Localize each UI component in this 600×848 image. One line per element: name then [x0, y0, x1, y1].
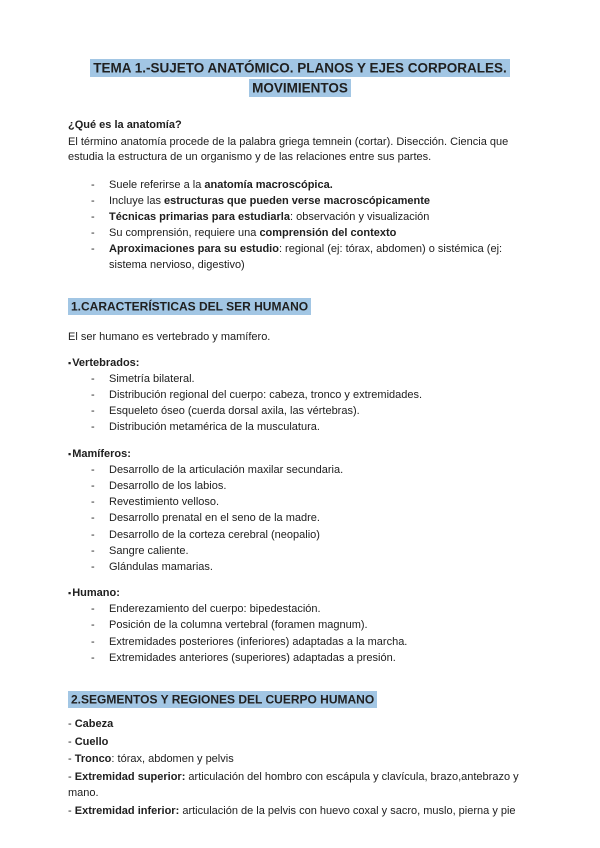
- list-item: [68, 388, 532, 403]
- list-item-text: Suele referirse a la anatomía macroscópica.: [109, 178, 333, 191]
- group-mamiferos: [68, 447, 532, 575]
- list-item: [68, 210, 532, 225]
- list-item-text: Su comprensión, requiere una comprensión del contexto: [109, 227, 397, 240]
- list-item: [68, 544, 532, 559]
- dash-marker: -: [91, 405, 95, 418]
- list-item-text: Glándulas mamarias.: [109, 560, 213, 573]
- list-item-text: Simetría bilateral.: [109, 372, 195, 385]
- list-item: - Tronco: tórax, abdomen y pelvis: [68, 753, 234, 766]
- group-label: [68, 447, 532, 462]
- section1-heading: [68, 299, 532, 316]
- intro-list: [68, 178, 532, 273]
- group-label-text: Humano:: [72, 587, 120, 600]
- group-vertebrados: [68, 356, 532, 436]
- dash-marker: -: [91, 480, 95, 492]
- dash-marker: -: [91, 178, 95, 191]
- list-item: [68, 495, 532, 510]
- list-item: [68, 618, 532, 633]
- dash-marker: -: [91, 421, 95, 434]
- intro-paragraph: El término anatomía procede de la palabra griega temnein (cortar). Disección. Ciencia que estudia la estructura de un organismo y de las relaciones entre sus partes.: [68, 136, 509, 164]
- list-item: [68, 194, 532, 209]
- list-item: [68, 178, 532, 193]
- list-item-text: Esqueleto óseo (cuerda dorsal axila, las vértebras).: [109, 405, 360, 418]
- section2-heading: [68, 692, 532, 709]
- list-item: - Cabeza: [68, 717, 114, 730]
- dash-marker: -: [91, 389, 95, 402]
- dash-marker: -: [91, 635, 95, 648]
- square-bullet-icon: ▪: [68, 448, 72, 459]
- group-label-text: Mamíferos:: [72, 447, 131, 460]
- dash-marker: -: [91, 512, 95, 525]
- list-item-text: Aproximaciones para su estudio: regional (ej: tórax, abdomen) o sistémica (ej: sistema nervioso, digestivo): [109, 243, 503, 271]
- list-item: - Extremidad superior: articulación del hombro con escápula y clavícula, brazo,antebrazo y mano.: [68, 771, 519, 799]
- page-title: [68, 58, 532, 100]
- list-item: [68, 560, 532, 575]
- list-item: [68, 511, 532, 526]
- list-item-text: Distribución metamérica de la musculatura.: [109, 421, 320, 434]
- list-item: [68, 602, 532, 617]
- list-item: [68, 404, 532, 419]
- list-item: [68, 226, 532, 241]
- dash-marker: -: [91, 619, 95, 632]
- list-item-text: Desarrollo prenatal en el seno de la madre.: [109, 512, 320, 525]
- list-item: [68, 463, 532, 478]
- title-highlight: MOVIMIENTOS: [249, 79, 351, 97]
- dash-marker: -: [91, 603, 95, 616]
- page-title-line-1: [68, 58, 532, 79]
- list-item-text: Posición de la columna vertebral (foramen magnum).: [109, 619, 368, 632]
- list-item-text: Revestimiento velloso.: [109, 496, 220, 509]
- humano-list: [68, 602, 532, 666]
- dash-marker: -: [91, 496, 95, 509]
- section1-lead: El ser humano es vertebrado y mamífero.: [68, 330, 271, 343]
- vertebrados-list: [68, 372, 532, 436]
- group-label: [68, 586, 532, 601]
- list-item: [68, 528, 532, 543]
- list-item: [68, 635, 532, 650]
- list-item: [68, 242, 532, 272]
- dash-marker: -: [91, 651, 95, 664]
- group-humano: [68, 586, 532, 666]
- list-item-text: Distribución regional del cuerpo: cabeza, tronco y extremidades.: [109, 389, 423, 402]
- dash-marker: -: [91, 211, 95, 224]
- dash-marker: -: [91, 528, 95, 541]
- square-bullet-icon: ▪: [68, 357, 72, 368]
- list-item: [68, 372, 532, 387]
- mamiferos-list: [68, 463, 532, 575]
- heading-highlight: 1.CARACTERÍSTICAS DEL SER HUMANO: [68, 298, 311, 315]
- list-item-text: Desarrollo de la articulación maxilar secundaria.: [109, 463, 344, 476]
- list-item-text: Sangre caliente.: [109, 544, 189, 557]
- list-item: - Extremidad inferior: articulación de la pelvis con huevo coxal y sacro, muslo, pierna y pie: [68, 804, 516, 817]
- list-item-text: Incluye las estructuras que pueden verse macroscópicamente: [109, 194, 430, 207]
- list-item-text: Desarrollo de la corteza cerebral (neopalio): [109, 528, 320, 541]
- list-item-text: Técnicas primarias para estudiarla: observación y visualización: [109, 211, 430, 224]
- heading-highlight: 2.SEGMENTOS Y REGIONES DEL CUERPO HUMANO: [68, 691, 377, 708]
- section2-list: [68, 717, 532, 819]
- dash-marker: -: [91, 463, 95, 476]
- group-label-text: Vertebrados:: [72, 356, 140, 369]
- list-item-text: Extremidades anteriores (superiores) adaptadas a presión.: [109, 651, 396, 664]
- intro-heading: ¿Qué es la anatomía?: [68, 118, 182, 131]
- list-item: [68, 420, 532, 435]
- group-label: [68, 356, 532, 371]
- dash-marker: -: [91, 372, 95, 385]
- dash-marker: -: [91, 243, 95, 256]
- list-item: - Cuello: [68, 735, 109, 748]
- dash-marker: -: [91, 560, 95, 573]
- list-item: [68, 479, 532, 494]
- page-title-line-2: [68, 79, 532, 100]
- dash-marker: -: [91, 194, 95, 207]
- square-bullet-icon: ▪: [68, 588, 72, 599]
- title-highlight: TEMA 1.-SUJETO ANATÓMICO. PLANOS Y EJES CORPORALES.: [90, 59, 510, 77]
- dash-marker: -: [91, 227, 95, 240]
- dash-marker: -: [91, 544, 95, 557]
- list-item-text: Enderezamiento del cuerpo: bipedestación.: [109, 603, 321, 616]
- list-item-text: Desarrollo de los labios.: [109, 480, 227, 492]
- list-item-text: Extremidades posteriores (inferiores) adaptadas a la marcha.: [109, 635, 408, 648]
- list-item: [68, 651, 532, 666]
